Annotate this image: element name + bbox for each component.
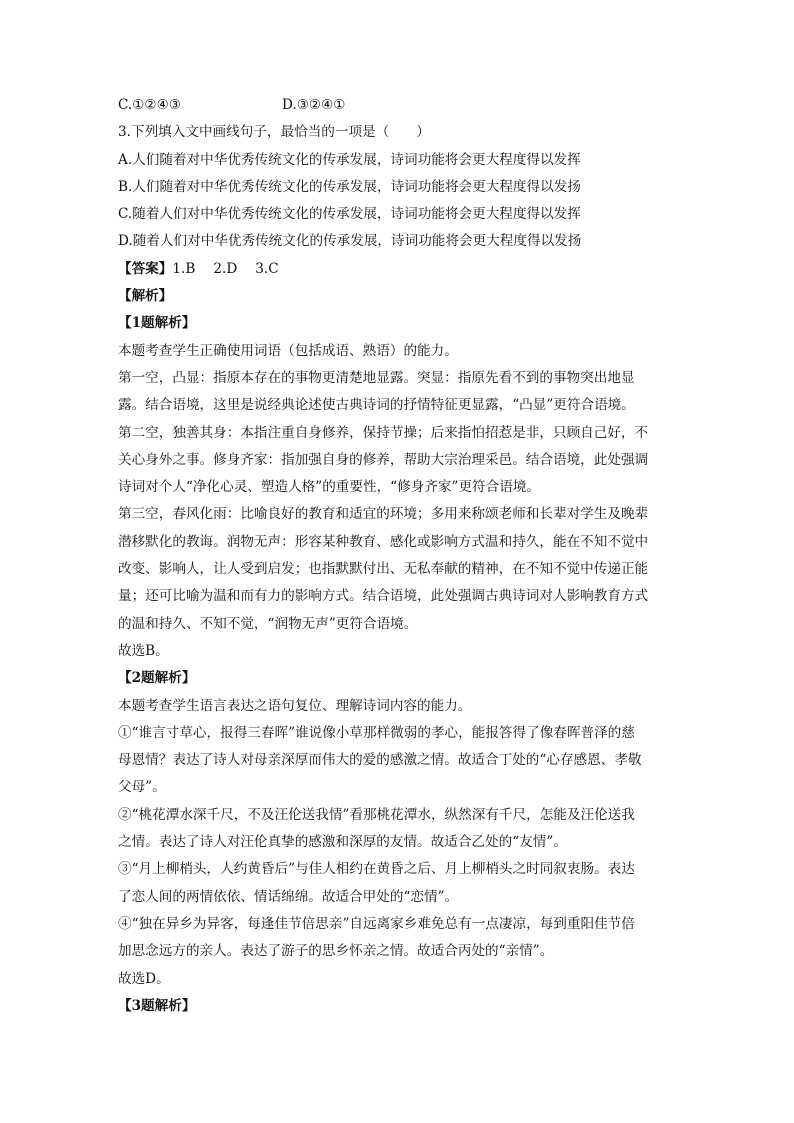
- analysis-heading: 【解析】: [118, 288, 173, 305]
- paragraph-line: 之情。表达了诗人对汪伦真挚的感激和深厚的友情。故适合乙处的“友情”。: [118, 834, 567, 851]
- paragraph-line: 第一空，凸显：指原本存在的事物更清楚地显露。突显：指原先看不到的事物突出地显: [118, 369, 635, 386]
- paragraph-line: 母恩情？表达了诗人对母亲深厚而伟大的爱的感激之情。故适合丁处的“心存感恩、孝敬: [118, 752, 642, 769]
- answer-item: 3.C: [255, 260, 279, 277]
- document-body: [118, 92, 678, 1020]
- paragraph-line: 父母”。: [118, 779, 166, 796]
- paragraph-line: 露。结合语境，这里是说经典论述使古典诗词的抒情特征更显露，“凸显”更符合语境。: [118, 397, 635, 414]
- q1-analysis-heading: 【1题解析】: [118, 315, 196, 332]
- question-3-option-b: B.人们随着对中华优秀传统文化的传承发展，诗词功能将会更大程度得以发扬: [118, 178, 581, 195]
- answer-line: [118, 256, 678, 283]
- paragraph-line: 加思念远方的亲人。表达了游子的思乡怀亲之情。故适合丙处的“亲情”。: [118, 943, 554, 960]
- question-3-option-c: C.随着人们对中华优秀传统文化的传承发展，诗词功能将会更大程度得以发挥: [118, 206, 581, 223]
- paragraph-line: 第三空，春风化雨：比喻良好的教育和适宜的环境；多用来称颂老师和长辈对学生及晚辈: [118, 506, 649, 523]
- paragraph-line: 诗词对个人“净化心灵、塑造人格”的重要性，“修身齐家”更符合语境。: [118, 479, 541, 496]
- question-3-stem: 3.下列填入文中画线句子，最恰当的一项是（ ）: [118, 124, 431, 141]
- paragraph-line: 潜移默化的教诲。润物无声：形容某种教育、感化或影响方式温和持久，能在不知不觉中: [118, 533, 649, 550]
- conclusion-line: 故选B。: [118, 642, 169, 659]
- paragraph-line: ①“谁言寸草心，报得三春晖”谁说像小草那样微弱的孝心，能报答得了像春晖普泽的慈: [118, 724, 635, 741]
- paragraph-line: 了恋人间的两情依依、情话绵绵。故适合甲处的“恋情”。: [118, 888, 459, 905]
- paragraph-line: 关心身外之事。修身齐家：指加强自身的修养，帮助大宗治理采邑。结合语境，此处强调: [118, 451, 649, 468]
- paragraph-line: ④“独在异乡为异客，每逢佳节倍思亲”自远离家乡难免总有一点凄凉，每到重阳佳节倍: [118, 915, 635, 932]
- paragraph-line: ②“桃花潭水深千尺，不及汪伦送我情”看那桃花潭水，纵然深有千尺，怎能及汪伦送我: [118, 806, 635, 823]
- paragraph-line: 量；还可比喻为温和而有力的影响方式。结合语境，此处强调古典诗词对人影响教育方式: [118, 588, 649, 605]
- paragraph-line: 本题考查学生正确使用词语（包括成语、熟语）的能力。: [118, 342, 458, 359]
- question-3-option-a: A.人们随着对中华优秀传统文化的传承发展，诗词功能将会更大程度得以发挥: [118, 151, 581, 168]
- paragraph-line: 的温和持久、不知不觉，“润物无声”更符合语境。: [118, 615, 418, 632]
- answer-item: 1.B: [172, 260, 196, 277]
- q2-options-row: [118, 92, 678, 119]
- paragraph-line: 第二空，独善其身：本指注重自身修养，保持节操；后来指怕招惹是非，只顾自己好，不: [118, 424, 649, 441]
- conclusion-line: 故选D。: [118, 970, 170, 987]
- answer-label: 【答案】: [118, 260, 173, 277]
- paragraph-line: 改变、影响人，让人受到启发；也指默默付出、无私奉献的精神，在不知不觉中传递正能: [118, 561, 649, 578]
- q3-analysis-heading: 【3题解析】: [118, 997, 196, 1014]
- option-d: D.③②④①: [282, 97, 346, 113]
- paragraph-line: ③“月上柳梢头，人约黄昏后”与佳人相约在黄昏之后、月上柳梢头之时同叙衷肠。表达: [118, 861, 635, 878]
- question-3-option-d: D.随着人们对中华优秀传统文化的传承发展，诗词功能将会更大程度得以发扬: [118, 233, 582, 250]
- q2-analysis-heading: 【2题解析】: [118, 670, 196, 687]
- paragraph-line: 本题考查学生语言表达之语句复位、理解诗词内容的能力。: [118, 697, 472, 714]
- answer-item: 2.D: [213, 260, 238, 277]
- option-c: C.①②④③: [118, 97, 181, 113]
